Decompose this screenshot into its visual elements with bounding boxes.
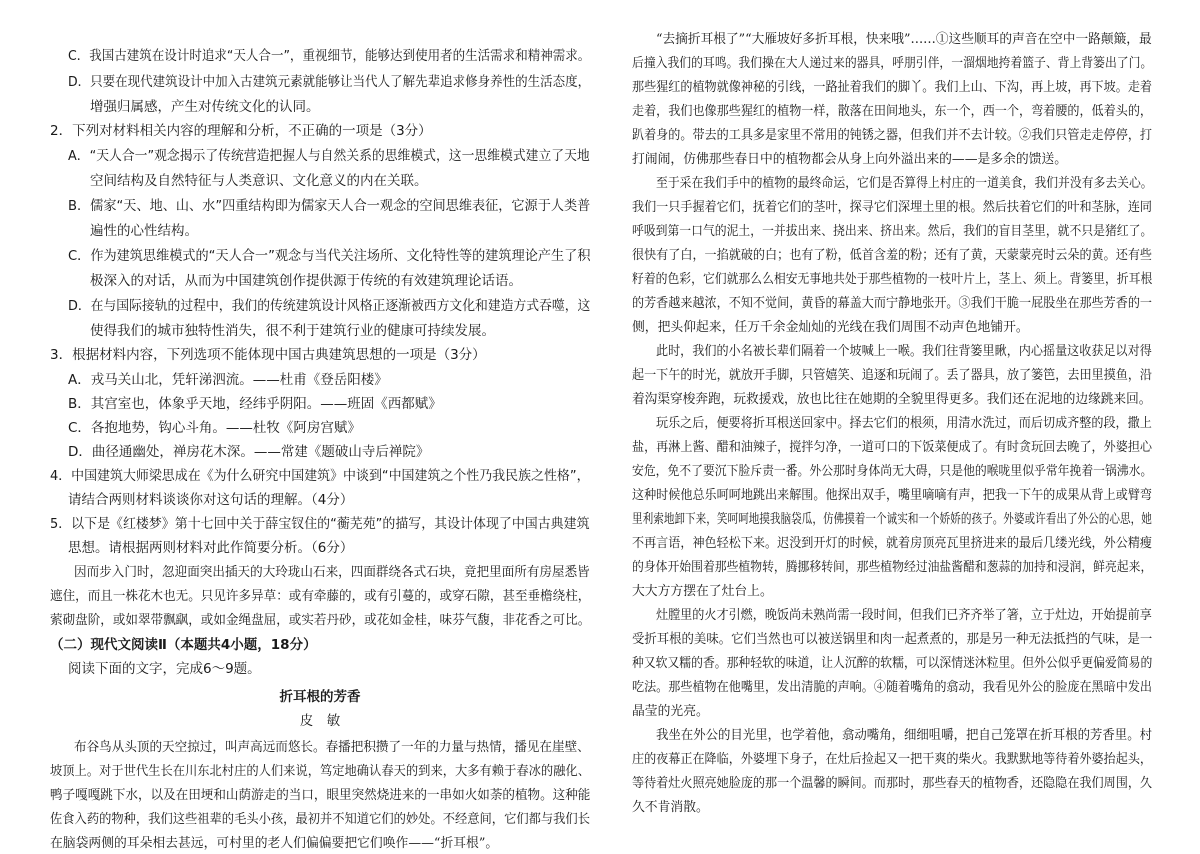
- left-text-line: 因而步入门时，忽迎面突出插天的大玲珑山石来，四面群绕各式石块，竟把里面所有房屋悉皆: [74, 565, 590, 580]
- right-text-line: 呼吸到第一口气的泥土，一并拔出来、挠出来、挤出来。然后，我们的盲目茎里，就不只是猪红了。: [632, 224, 1153, 239]
- right-text-line: 久不肯消散。: [632, 800, 709, 815]
- left-text-line: A．戎马关山北，凭轩涕泗流。——杜甫《登岳阳楼》: [68, 372, 388, 388]
- right-text-line: 至于采在我们手中的植物的最终命运，它们是否算得上村庄的一道美食，我们并没有多去关心。: [656, 176, 1153, 191]
- left-text-line: 阅读下面的文字，完成6～9题。: [68, 661, 261, 677]
- right-text-line: 不再言语，神色轻松下来。迟没到开灯的时候，就着房顶亮瓦里挤进来的最后几缕光线，外公精瘦: [632, 536, 1153, 551]
- right-text-line: 打闹闹，仿佛那些春日中的植物都会从身上向外溢出来的——是多余的馈送。: [632, 152, 1068, 167]
- left-text-line: （二）现代文阅读Ⅱ（本题共4小题，18分）: [50, 637, 317, 653]
- left-text-line: B．儒家“天、地、山、水”四重结构即为儒家天人合一观念的空间思维表征，它源于人类普: [68, 198, 591, 214]
- right-text-line: 灶膛里的火才引燃，晚饭尚未熟尚需一段时间，但我们已齐齐举了箸，立于灶边，开始提前享: [656, 608, 1152, 623]
- right-text-line: 安危，免不了要沉下脸斥责一番。外公那时身体尚无大碍，只是他的喉咙里似乎常年挽着一锅沸水。: [632, 464, 1153, 479]
- right-text-line: 着沟渠穿梭奔跑，玩救援戏，放也比往在她期的全貌里得更多。我们还在泥地的边缘跳来回。: [632, 392, 1152, 407]
- left-text-line: 佐食入药的物种，我们这些祖辈的毛头小孩，最初并不知道它们的妙处。不经意间，它们都与我们长: [50, 812, 590, 827]
- left-text-line: D．曲径通幽处，禅房花木深。——常建《题破山寺后禅院》: [68, 444, 430, 460]
- left-text-line: 在脑袋两侧的耳朵相去甚远，可村里的老人们偏偏要把它们唤作——“折耳根”。: [50, 836, 499, 851]
- right-text-line: 我坐在外公的目光里，也学着他，翕动嘴角，细细咀嚼，把自己笼罩在折耳根的芳香里。村: [656, 728, 1153, 743]
- left-text-line: 极深入的对话，从而为中国建筑创作提供源于传统的有效建筑理论话语。: [90, 273, 522, 289]
- left-text-line: 使得我们的城市独特性消失，很不利于建筑行业的健康可持续发展。: [90, 323, 495, 339]
- left-text-line: 4．中国建筑大师梁思成在《为什么研究中国建筑》中谈到“中国建筑之个性乃我民族之性格”，: [50, 468, 590, 484]
- right-text-line: 籽着的色彩，它们就那么么相安无事地共处于那些植物的一枝叶片上，茎上、须上。背篓里，折耳根: [632, 272, 1153, 287]
- right-text-line: 盐，再淋上酱、醋和油辣子，搅拌匀净，一道可口的下饭菜便成了。有时贪玩回去晚了，外婆担心: [632, 440, 1153, 455]
- right-text-line: 那些猩红的植物就像神秘的引线，一路扯着我们的脚丫。我们上山、下沟，再上坡，再下坡。走着: [632, 80, 1153, 95]
- right-text-line: 里利索地卸下来，笑呵呵地摸我脑袋瓜，仿佛摸着一个诚实和一个娇娇的孩子。外婆或许看出了外公的心思，她: [632, 512, 1152, 527]
- right-text-line: 晶莹的光亮。: [632, 704, 709, 719]
- left-text-line: 萦砌盘阶，或如翠带飘飖，或如金绳盘屈，或实若丹砂，或花如金桂，味芬气馥，非花香之可比。: [50, 613, 591, 628]
- essay-title: 折耳根的芳香: [279, 689, 361, 705]
- left-text-line: D．只要在现代建筑设计中加入古建筑元素就能够让当代人了解先辈追求修身养性的生活态度，: [68, 74, 591, 90]
- right-text-line: 玩乐之后，便要将折耳根送回家中。择去它们的根须，用清水洗过，而后切成齐整的段，撒上: [656, 416, 1152, 431]
- right-text-line: 的身体开始围着那些植物转，腾挪移转间，那些植物经过油盐酱醋和葱蒜的加持和浸润，鲜亮起来，: [632, 560, 1153, 575]
- right-text-line: 很快有了白，一掐就破的白；也有了粉，低首含羞的粉；还有了黄，天蒙蒙亮时云朵的黄。还有些: [632, 248, 1153, 263]
- left-text-line: 遮住，而且一株花木也无。只见许多异草：或有牵藤的，或有引蔓的，或穿石隙，甚至垂檐绕柱，: [50, 589, 591, 604]
- left-text-line: 思想。请根据两则材料对此作简要分析。（6分）: [68, 540, 354, 556]
- left-text-line: 2．下列对材料相关内容的理解和分析，不正确的一项是（3分）: [50, 123, 432, 139]
- right-text-line: 等待着灶火照亮她脸庞的那一个温馨的瞬间。而那时，那些春天的植物香，还隐隐在我们周围，久: [632, 776, 1153, 791]
- right-text-line: 的芳香越来越浓，不知不觉间，黄昏的幕盖大而宁静地张开。③我们干脆一屁股坐在那些芳香的一: [632, 296, 1153, 311]
- right-text-line: 走着，我们也像那些猩红的植物一样，散落在田间地头，东一个，西一个，弯着腰的，低着头的，: [632, 104, 1153, 119]
- left-text-line: D．在与国际接轨的过程中，我们的传统建筑设计风格正逐渐被西方文化和建造方式吞噬，这: [68, 298, 591, 314]
- right-text-line: 受折耳根的美味。它们当然也可以被送锅里和肉一起煮煮的，那是另一种无法抵挡的气味，是一: [632, 632, 1153, 647]
- left-text-line: C．各抱地势，钩心斗角。——杜牧《阿房宫赋》: [68, 420, 361, 436]
- right-text-line: 种又软又糯的香。那种轻软的味道，让人沉醉的软糯，可以深情迷沐粒里。但外公似乎更偏爱简易的: [632, 656, 1153, 671]
- essay-author: 皮 敏: [299, 713, 341, 729]
- right-text-line: 后撞入我们的耳鸣。我们操在大人递过来的器具，呼朋引伴，一溜烟地挎着篮子、背上背篓出了门。: [632, 56, 1153, 71]
- left-text-line: 鸭子嘎嘎跳下水，以及在田埂和山荫游走的当口，眼里突然烧进来的一串如火如荼的植物。这种能: [50, 788, 591, 803]
- left-text-line: 3．根据材料内容，下列选项不能体现中国古典建筑思想的一项是（3分）: [50, 347, 486, 363]
- left-text-line: C．我国古建筑在设计时追求“天人合一”，重视细节，能够达到使用者的生活需求和精神需求。: [68, 48, 591, 64]
- right-text-line: 这种时候他总乐呵呵地跳出来解围。他探出双手，嘴里嘀嘀有声，把我一下午的成果从背上或臂弯: [632, 488, 1153, 503]
- left-text-line: 请结合两则材料谈谈你对这句话的理解。（4分）: [68, 492, 354, 508]
- left-text-line: C．作为建筑思维模式的“天人合一”观念与当代关注场所、文化特性等的建筑理论产生了积: [68, 248, 591, 264]
- left-text-line: A．“天人合一”观念揭示了传统营造把握人与自然关系的思维模式，这一思维模式建立了天地: [68, 148, 590, 164]
- right-text-line: 此时，我们的小名被长辈们隔着一个坡喊上一喉。我们往背篓里瞅，内心摇量这收获足以对得: [656, 344, 1152, 359]
- right-text-line: 大大方方摆在了灶台上。: [632, 584, 773, 599]
- right-text-line: 起一下午的时光，就放开手脚，只管嬉笑、追逐和玩闹了。丢了器具，放了篓笆，去田里摸鱼，沿: [632, 368, 1153, 383]
- right-text-line: 侧，把头仰起来，任万千余金灿灿的光线在我们周围不动声色地铺开。: [632, 320, 1029, 335]
- left-text-line: 5．以下是《红楼梦》第十七回中关于薛宝钗住的“蘅芜苑”的描写，其设计体现了中国古典建筑: [50, 516, 590, 532]
- left-text-line: 遍性的心性结构。: [90, 223, 198, 239]
- right-text-line: 吃法。那些植物在他嘴里，发出清脆的声响。④随着嘴角的翕动，我看见外公的脸庞在黑暗中发出: [632, 680, 1153, 695]
- left-text-line: 空间结构及自然特征与人类意识、文化意义的内在关联。: [90, 173, 428, 189]
- right-text-line: “去摘折耳根了”“大雁坡好多折耳根，快来哦”……①这些顺耳的声音在空中一路颠簸，最: [656, 32, 1152, 47]
- right-text-line: 我们一只手握着它们，抚着它们的茎叶，探寻它们深埋土里的根。然后扶着它们的叶和茎脉，连同: [632, 200, 1153, 215]
- left-text-line: 坡顶上。对于世代生长在川东北村庄的人们来说，笃定地确认春天的到来，大多有赖于春冰的融化、: [50, 764, 590, 779]
- left-text-line: B．其宫室也，体象乎天地，经纬乎阴阳。——班固《西都赋》: [68, 396, 442, 412]
- left-text-line: 布谷鸟从头顶的天空掠过，叫声高远而悠长。春播把积攒了一年的力量与热情，播见在崖壁、: [74, 740, 590, 755]
- right-text-line: 趴着身的。带去的工具多是家里不常用的钝锈之器，但我们并不去计较。②我们只管走走停停，打: [632, 128, 1153, 143]
- left-text-line: 增强归属感，产生对传统文化的认同。: [90, 99, 320, 115]
- right-text-line: 庄的夜幕正在降临，外婆埋下身子，在灶后捡起又一把干爽的柴火。我默默地等待着外婆抬起头，: [632, 752, 1153, 767]
